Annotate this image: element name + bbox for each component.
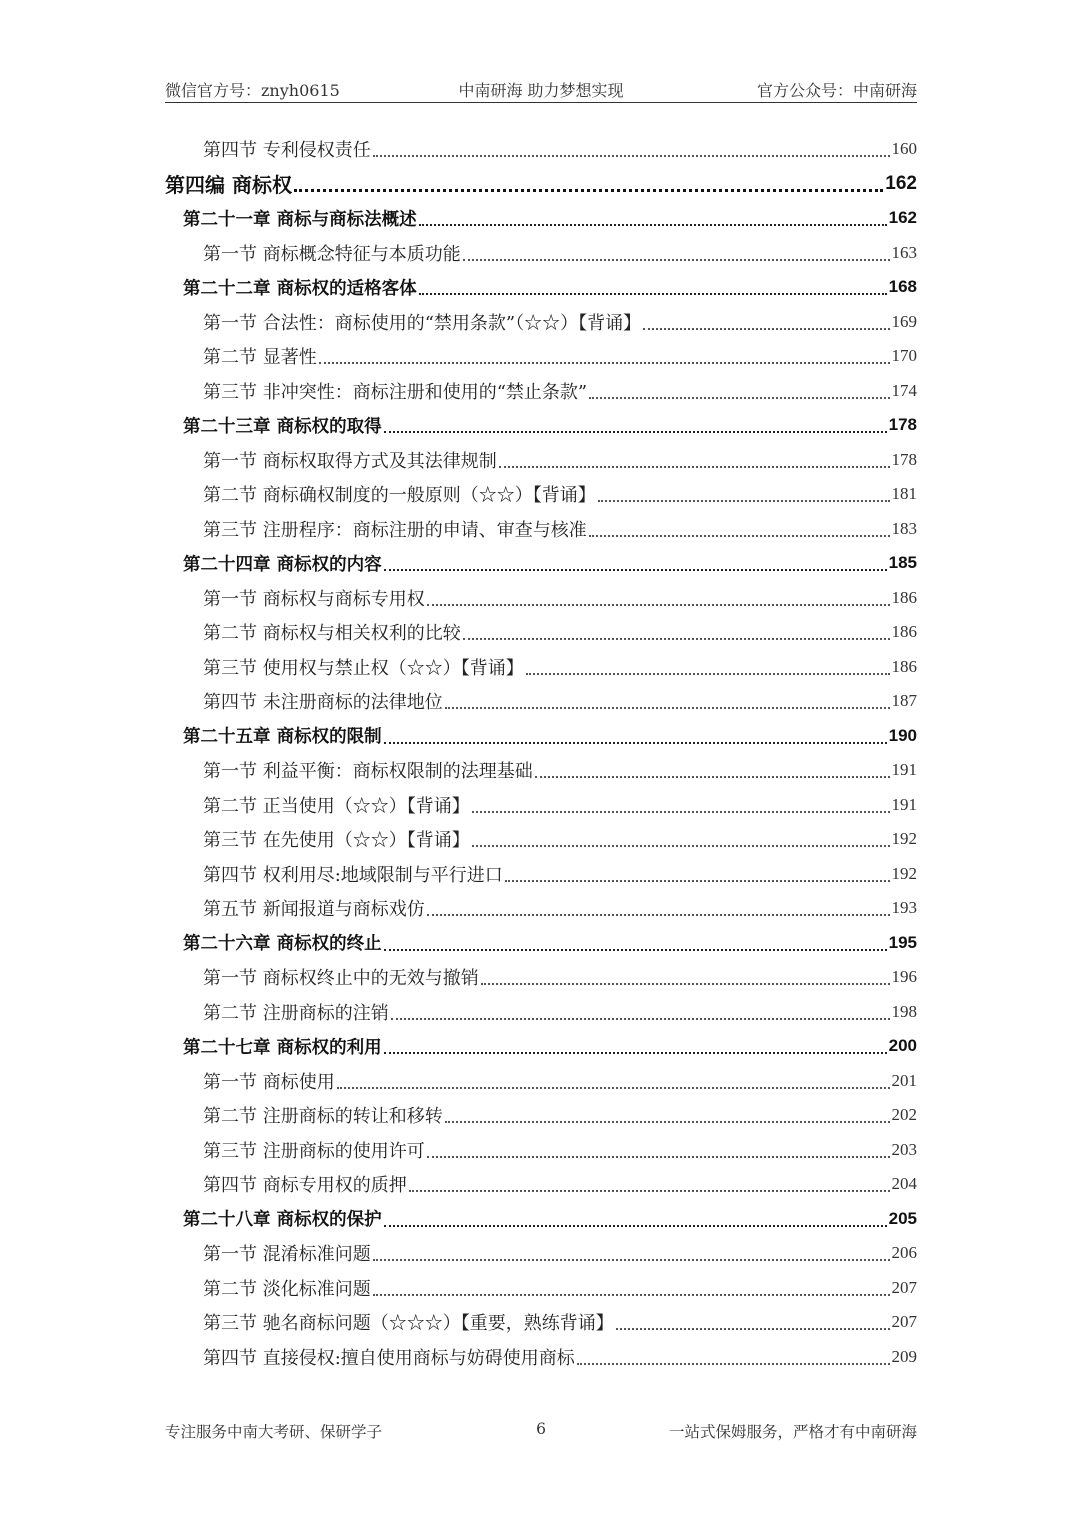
dot-leader xyxy=(643,326,889,330)
toc-entry-page-number: 209 xyxy=(891,1346,917,1366)
dot-leader xyxy=(526,671,890,675)
toc-section-entry[interactable] xyxy=(165,236,917,271)
toc-entry-title: 第二节 显著性 xyxy=(203,347,317,369)
toc-section-entry[interactable] xyxy=(165,960,917,995)
toc-entry-page-number: 186 xyxy=(891,622,917,642)
toc-entry-page-number: 183 xyxy=(891,518,917,538)
toc-entry-title: 第一节 利益平衡：商标权限制的法理基础 xyxy=(203,761,533,783)
toc-chapter-entry[interactable] xyxy=(165,1029,917,1064)
toc-section-entry[interactable] xyxy=(165,1064,917,1099)
dot-leader xyxy=(373,1257,890,1261)
toc-entry-page-number: 200 xyxy=(888,1036,917,1056)
toc-entry-page-number: 170 xyxy=(891,346,917,366)
toc-entry-title: 第三节 注册程序：商标注册的申请、审查与核准 xyxy=(203,519,587,541)
toc-section-entry[interactable] xyxy=(165,339,917,374)
toc-entry-page-number: 186 xyxy=(891,656,917,676)
dot-leader xyxy=(463,636,890,640)
toc-entry-page-number: 195 xyxy=(888,932,917,952)
toc-section-entry[interactable] xyxy=(165,1305,917,1340)
dot-leader xyxy=(598,498,890,502)
toc-section-entry[interactable] xyxy=(165,650,917,685)
toc-entry-title: 第三节 注册商标的使用许可 xyxy=(203,1140,425,1162)
dot-leader xyxy=(616,1326,890,1330)
toc-section-entry[interactable] xyxy=(165,753,917,788)
toc-part-entry[interactable] xyxy=(165,167,917,202)
toc-entry-page-number: 202 xyxy=(891,1105,917,1125)
dot-leader xyxy=(472,809,890,813)
dot-leader xyxy=(589,533,890,537)
toc-chapter-entry[interactable] xyxy=(165,926,917,961)
toc-entry-page-number: 187 xyxy=(891,691,917,711)
toc-entry-title: 第四节 商标专用权的质押 xyxy=(203,1175,407,1197)
toc-entry-page-number: 186 xyxy=(891,587,917,607)
dot-leader xyxy=(463,257,890,261)
dot-leader xyxy=(337,1085,890,1089)
toc-entry-title: 第二节 注册商标的注销 xyxy=(203,1002,389,1024)
toc-section-entry[interactable] xyxy=(165,615,917,650)
toc-entry-page-number: 193 xyxy=(891,898,917,918)
toc-entry-page-number: 162 xyxy=(885,172,917,194)
dot-leader xyxy=(427,1154,890,1158)
toc-entry-title: 第二十二章 商标权的适格客体 xyxy=(183,278,417,299)
toc-entry-title: 第二十四章 商标权的内容 xyxy=(183,554,382,575)
toc-entry-page-number: 168 xyxy=(888,277,917,297)
toc-entry-title: 第二节 商标确权制度的一般原则（☆☆）【背诵】 xyxy=(203,485,596,507)
toc-entry-title: 第三节 非冲突性：商标注册和使用的“禁止条款” xyxy=(203,381,588,403)
toc-entry-page-number: 204 xyxy=(891,1174,917,1194)
dot-leader xyxy=(445,705,890,709)
toc-entry-page-number: 191 xyxy=(891,794,917,814)
table-of-contents xyxy=(165,132,917,1374)
dot-leader xyxy=(384,1050,887,1054)
header-official-account: 官方公众号：中南研海 xyxy=(756,81,917,100)
toc-entry-title: 第三节 在先使用（☆☆）【背诵】 xyxy=(203,830,470,852)
dot-leader xyxy=(577,1361,890,1365)
toc-entry-title: 第四编 商标权 xyxy=(165,173,292,198)
toc-entry-title: 第二节 淡化标准问题 xyxy=(203,1278,371,1300)
toc-entry-title: 第一节 商标使用 xyxy=(203,1071,335,1093)
toc-entry-title: 第四节 权利用尽:地域限制与平行进口 xyxy=(203,864,503,886)
toc-section-entry[interactable] xyxy=(165,512,917,547)
toc-section-entry[interactable] xyxy=(165,477,917,512)
dot-leader xyxy=(481,981,890,985)
toc-entry-title: 第二节 正当使用（☆☆）【背诵】 xyxy=(203,795,470,817)
toc-entry-page-number: 185 xyxy=(888,553,917,573)
toc-chapter-entry[interactable] xyxy=(165,408,917,443)
toc-entry-title: 第一节 商标权终止中的无效与撤销 xyxy=(203,968,479,990)
footer-right-text: 一站式保姆服务，严格才有中南研海 xyxy=(668,1423,917,1441)
toc-section-entry[interactable] xyxy=(165,1236,917,1271)
toc-section-entry[interactable] xyxy=(165,1340,917,1375)
dot-leader xyxy=(384,947,887,951)
toc-chapter-entry[interactable] xyxy=(165,201,917,236)
dot-leader xyxy=(427,602,890,606)
toc-entry-page-number: 169 xyxy=(891,311,917,331)
toc-section-entry[interactable] xyxy=(165,1133,917,1168)
toc-entry-page-number: 192 xyxy=(891,829,917,849)
dot-leader xyxy=(384,567,887,571)
toc-chapter-entry[interactable] xyxy=(165,546,917,581)
toc-chapter-entry[interactable] xyxy=(165,270,917,305)
toc-entry-page-number: 206 xyxy=(891,1243,917,1263)
toc-entry-title: 第二十七章 商标权的利用 xyxy=(183,1037,382,1058)
dot-leader xyxy=(472,843,890,847)
toc-entry-page-number: 160 xyxy=(891,139,917,159)
toc-entry-title: 第一节 商标概念特征与本质功能 xyxy=(203,243,461,265)
dot-leader xyxy=(445,1119,890,1123)
dot-leader xyxy=(427,912,890,916)
dot-leader xyxy=(535,774,890,778)
dot-leader xyxy=(589,395,889,399)
dot-leader xyxy=(499,464,890,468)
toc-section-entry[interactable] xyxy=(165,443,917,478)
toc-section-entry[interactable] xyxy=(165,305,917,340)
page-footer xyxy=(165,1420,917,1442)
toc-section-entry[interactable] xyxy=(165,132,917,167)
toc-section-entry[interactable] xyxy=(165,822,917,857)
toc-section-entry[interactable] xyxy=(165,857,917,892)
toc-chapter-entry[interactable] xyxy=(165,719,917,754)
dot-leader xyxy=(384,429,887,433)
toc-entry-title: 第一节 商标权与商标专用权 xyxy=(203,588,425,610)
toc-section-entry[interactable] xyxy=(165,1167,917,1202)
toc-entry-title: 第二十五章 商标权的限制 xyxy=(183,727,382,748)
toc-entry-page-number: 162 xyxy=(888,208,917,228)
toc-chapter-entry[interactable] xyxy=(165,1202,917,1237)
dot-leader xyxy=(384,1223,887,1227)
toc-entry-page-number: 205 xyxy=(888,1208,917,1228)
dot-leader xyxy=(409,1188,890,1192)
dot-leader xyxy=(391,1016,890,1020)
toc-section-entry[interactable] xyxy=(165,581,917,616)
toc-section-entry[interactable] xyxy=(165,1098,917,1133)
toc-entry-title: 第一节 混淆标准问题 xyxy=(203,1244,371,1266)
toc-entry-title: 第五节 新闻报道与商标戏仿 xyxy=(203,899,425,921)
toc-entry-title: 第一节 商标权取得方式及其法律规制 xyxy=(203,450,497,472)
toc-entry-title: 第二十三章 商标权的取得 xyxy=(183,416,382,437)
dot-leader xyxy=(419,222,887,226)
page-number: 6 xyxy=(536,1420,546,1438)
toc-entry-page-number: 174 xyxy=(891,380,917,400)
header-wechat-id: 微信官方号：znyh0615 xyxy=(165,81,340,100)
dot-leader xyxy=(373,153,890,157)
dot-leader xyxy=(505,878,890,882)
dot-leader xyxy=(419,291,887,295)
dot-leader xyxy=(294,187,883,192)
toc-entry-page-number: 190 xyxy=(888,725,917,745)
toc-section-entry[interactable] xyxy=(165,891,917,926)
toc-entry-title: 第三节 驰名商标问题（☆☆☆）【重要，熟练背诵】 xyxy=(203,1313,614,1335)
toc-section-entry[interactable] xyxy=(165,1271,917,1306)
toc-entry-page-number: 203 xyxy=(891,1139,917,1159)
dot-leader xyxy=(384,740,887,744)
toc-entry-title: 第二十一章 商标与商标法概述 xyxy=(183,209,417,230)
toc-section-entry[interactable] xyxy=(165,684,917,719)
toc-section-entry[interactable] xyxy=(165,995,917,1030)
dot-leader xyxy=(373,1292,890,1296)
toc-entry-page-number: 181 xyxy=(891,484,917,504)
toc-entry-page-number: 201 xyxy=(891,1070,917,1090)
toc-entry-page-number: 191 xyxy=(891,760,917,780)
toc-entry-title: 第四节 未注册商标的法律地位 xyxy=(203,692,443,714)
toc-entry-title: 第二节 注册商标的转让和移转 xyxy=(203,1106,443,1128)
toc-entry-title: 第三节 使用权与禁止权（☆☆）【背诵】 xyxy=(203,657,524,679)
header-slogan: 中南研海 助力梦想实现 xyxy=(458,81,624,100)
page-header xyxy=(165,78,917,103)
toc-entry-title: 第二十八章 商标权的保护 xyxy=(183,1210,382,1231)
toc-entry-page-number: 198 xyxy=(891,1001,917,1021)
dot-leader xyxy=(319,360,890,364)
toc-entry-title: 第四节 专利侵权责任 xyxy=(203,140,371,162)
toc-entry-page-number: 207 xyxy=(891,1277,917,1297)
toc-entry-page-number: 207 xyxy=(891,1312,917,1332)
toc-entry-page-number: 192 xyxy=(891,863,917,883)
toc-section-entry[interactable] xyxy=(165,374,917,409)
toc-entry-page-number: 178 xyxy=(891,449,917,469)
toc-entry-page-number: 163 xyxy=(891,242,917,262)
toc-section-entry[interactable] xyxy=(165,788,917,823)
footer-left-text: 专注服务中南大考研、保研学子 xyxy=(165,1423,383,1441)
toc-entry-title: 第二十六章 商标权的终止 xyxy=(183,934,382,955)
toc-entry-page-number: 178 xyxy=(888,415,917,435)
toc-entry-page-number: 196 xyxy=(891,967,917,987)
toc-entry-title: 第二节 商标权与相关权利的比较 xyxy=(203,623,461,645)
toc-entry-title: 第一节 合法性：商标使用的“禁用条款”（☆☆）【背诵】 xyxy=(203,312,642,334)
toc-entry-title: 第四节 直接侵权:擅自使用商标与妨碍使用商标 xyxy=(203,1347,575,1369)
